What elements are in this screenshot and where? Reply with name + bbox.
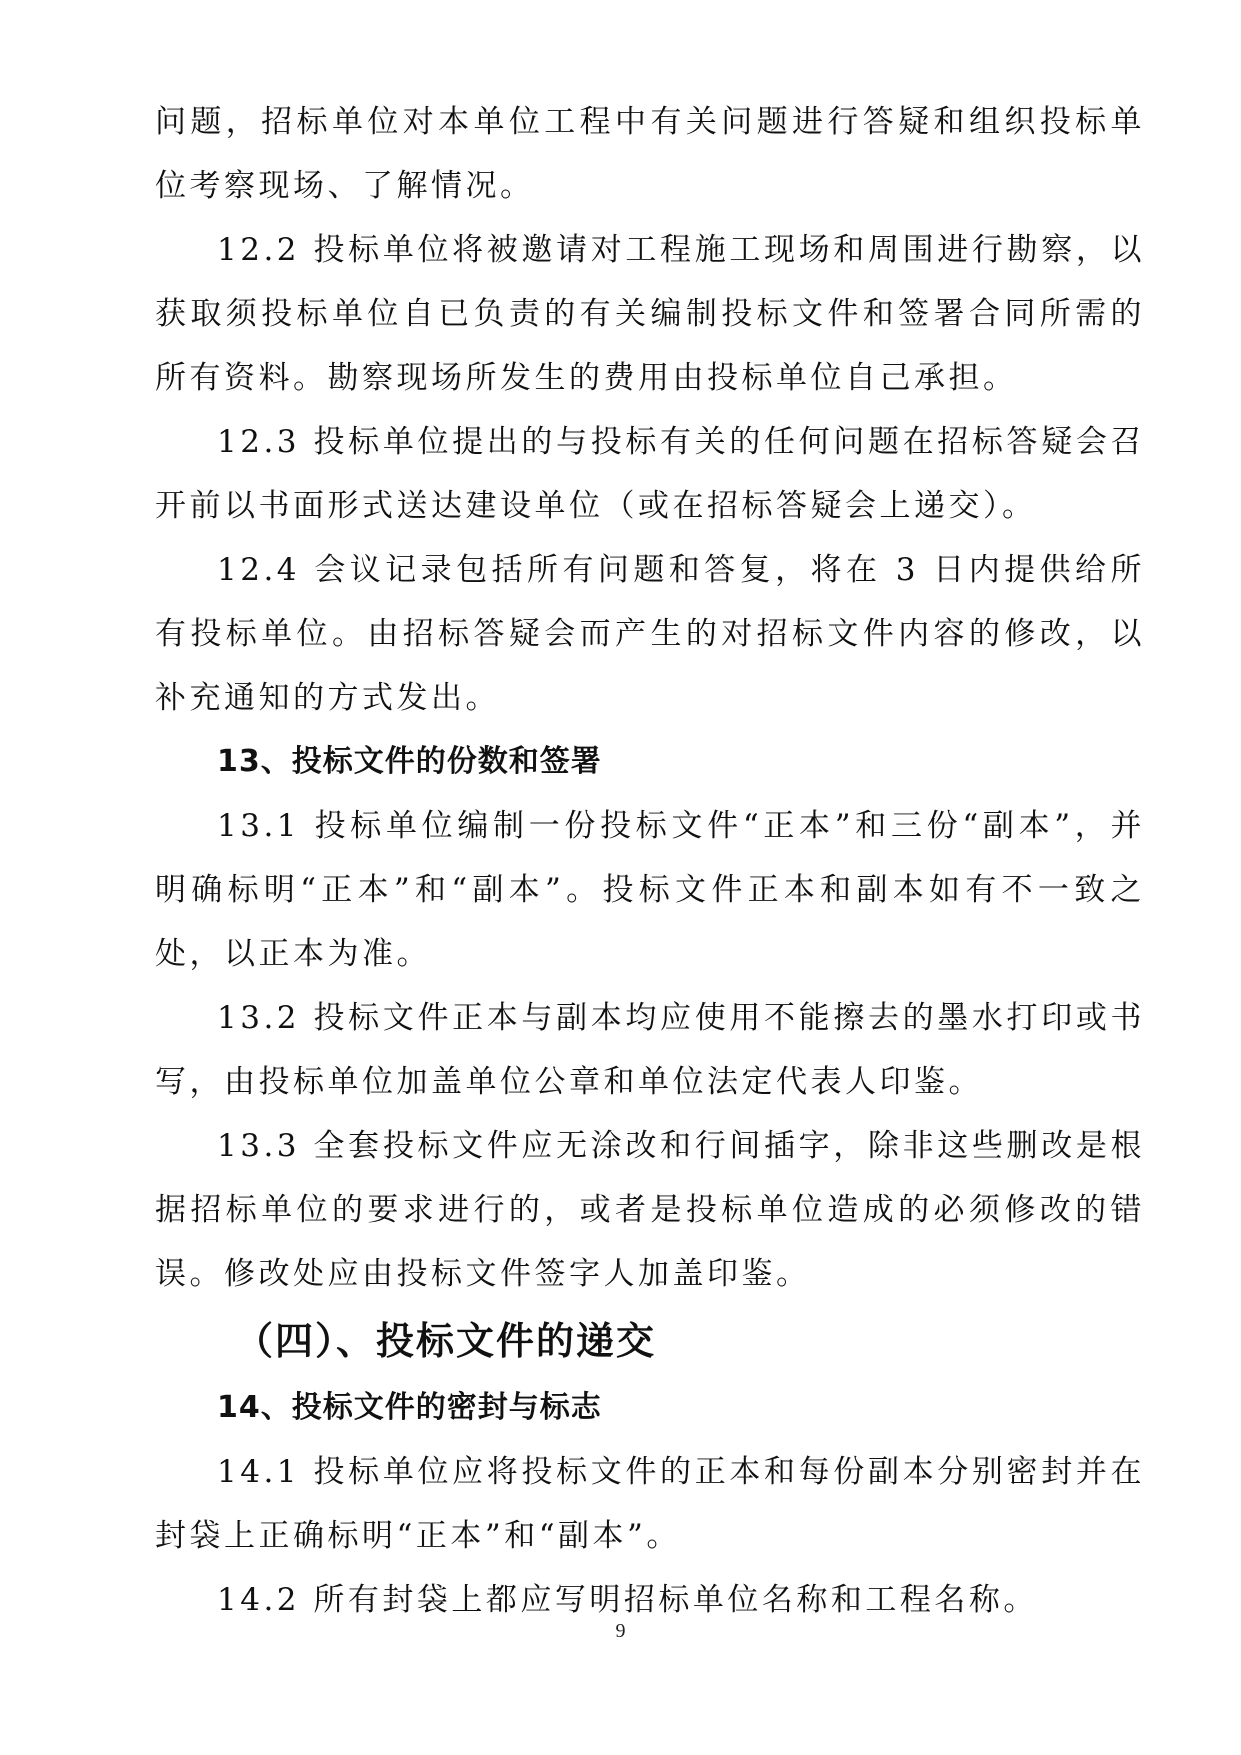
paragraph-13-2: 13.2 投标文件正本与副本均应使用不能擦去的墨水打印或书写，由投标单位加盖单位公章和单位法定代表人印鉴。 [155,1000,1145,1100]
section-heading-13: 13、投标文件的份数和签署 [217,744,602,779]
paragraph-13-3: 13.3 全套投标文件应无涂改和行间插字，除非这些删改是根据招标单位的要求进行的，或者是投标单位造成的必须修改的错误。修改处应由投标文件签字人加盖印鉴。 [155,1128,1145,1292]
paragraph-12-1-continuation: 问题，招标单位对本单位工程中有关问题进行答疑和组织投标单位考察现场、了解情况。 [155,104,1145,204]
paragraph-12-4: 12.4 会议记录包括所有问题和答复，将在 3 日内提供给所有投标单位。由招标答疑会而产生的对招标文件内容的修改，以补充通知的方式发出。 [155,552,1145,716]
page-number: 9 [615,1620,626,1642]
paragraph-14-2: 14.2 所有封袋上都应写明招标单位名称和工程名称。 [217,1582,1038,1618]
section-heading-14: 14、投标文件的密封与标志 [217,1390,602,1425]
page-content [155,90,1145,1632]
paragraph-13-1: 13.1 投标单位编制一份投标文件“正本”和三份“副本”，并明确标明“正本”和“副本”。投标文件正本和副本如有不一致之处，以正本为准。 [155,808,1145,972]
paragraph-14-1: 14.1 投标单位应将投标文件的正本和每份副本分别密封并在封袋上正确标明“正本”和“副本”。 [155,1454,1145,1554]
paragraph-12-2: 12.2 投标单位将被邀请对工程施工现场和周围进行勘察，以获取须投标单位自已负责的有关编制投标文件和签署合同所需的所有资料。勘察现场所发生的费用由投标单位自己承担。 [155,232,1145,396]
paragraph-12-3: 12.3 投标单位提出的与投标有关的任何问题在招标答疑会召开前以书面形式送达建设单位（或在招标答疑会上递交）。 [155,424,1145,524]
chapter-heading-4: （四）、投标文件的递交 [235,1319,657,1363]
